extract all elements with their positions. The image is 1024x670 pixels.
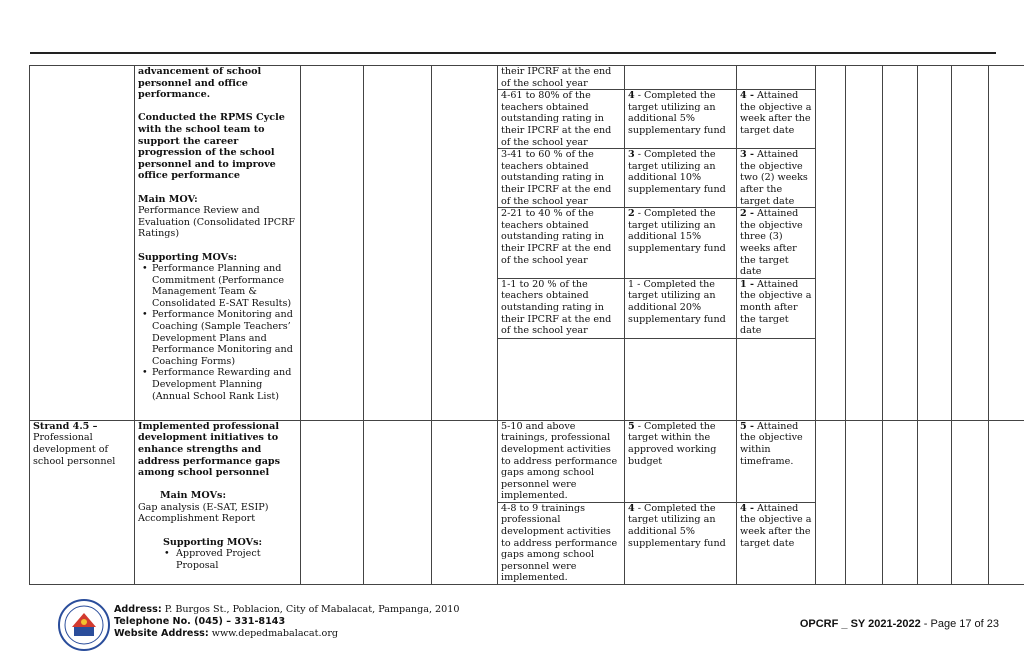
website-line: Website Address: www.depedmabalacat.org: [114, 628, 339, 639]
objective-conducted: Conducted the RPMS Cycle with the school team to support the career progression of the school personnel and to improve office performance: [138, 112, 285, 182]
empty-cell: [432, 420, 498, 584]
empty-cell: [918, 66, 952, 421]
footer-address-block: [114, 604, 459, 640]
efficiency-rating: 4 - Completed the target utilizing an additional 5% supplementary fund: [625, 502, 737, 584]
main-mov-title: Main MOV:: [138, 193, 198, 205]
table-row: [30, 420, 1024, 502]
strand-cell-empty: [30, 66, 135, 421]
empty-cell: [952, 66, 989, 421]
efficiency-rating: 5 - Completed the target within the approved working budget: [625, 420, 737, 502]
empty-cell: [737, 66, 816, 90]
quality-carry-over: their IPCRF at the end of the school year: [498, 66, 625, 90]
empty-cell: [989, 66, 1024, 421]
opcrf-table: [29, 65, 1024, 585]
timeliness-rating: 5 - Attained the objective within timeframe.: [737, 420, 816, 502]
telephone-line: Telephone No. (045) – 331-8143: [114, 616, 286, 627]
empty-cell: [952, 420, 989, 584]
timeliness-rating: 3 - Attained the objective two (2) weeks after the target date: [737, 149, 816, 208]
page-number: OPCRF _ SY 2021-2022 - Page 17 of 23: [799, 618, 999, 630]
timeliness-rating: 4 - Attained the objective a week after the target date: [737, 502, 816, 584]
empty-cell: [846, 66, 883, 421]
empty-cell: [301, 66, 364, 421]
quality-rating: 4-8 to 9 trainings professional development activities to address performance gaps among school personnel were implemented.: [498, 502, 625, 584]
supporting-movs-list: [138, 263, 297, 402]
empty-cell: [816, 420, 846, 584]
empty-cell: [918, 420, 952, 584]
efficiency-rating: 4 - Completed the target utilizing an additional 5% supplementary fund: [625, 90, 737, 149]
address-line: Address: P. Burgos St., Poblacion, City of Mabalacat, Pampanga, 2010: [114, 604, 460, 615]
objective-heading: advancement of school personnel and office performance.: [138, 66, 262, 101]
timeliness-rating: 1 - Attained the objective a month after the target date: [737, 278, 816, 338]
page-footer: [0, 596, 1024, 670]
empty-cell: [883, 66, 918, 421]
efficiency-rating: 3 - Completed the target utilizing an additional 10% supplementary fund: [625, 149, 737, 208]
empty-cell: [989, 420, 1024, 584]
objective-cell: [135, 420, 301, 584]
main-mov-title: Main MOVs:: [160, 490, 226, 502]
empty-cell: [846, 420, 883, 584]
objective-cell: [135, 66, 301, 421]
strand-title: Strand 4.5 –: [33, 420, 98, 432]
empty-cell: [364, 420, 432, 584]
list-item: • Performance Rewarding and Development Planning (Annual School Rank List): [152, 367, 297, 402]
empty-cell: [883, 420, 918, 584]
efficiency-rating: 1 - Completed the target utilizing an additional 20% supplementary fund: [625, 278, 737, 338]
quality-rating: 4-61 to 80% of the teachers obtained outstanding rating in their IPCRF at the end of the school year: [498, 90, 625, 149]
empty-cell: [625, 66, 737, 90]
deped-seal-icon: [58, 599, 110, 651]
empty-cell: [816, 66, 846, 421]
main-mov-text: Performance Review and Evaluation (Consolidated IPCRF Ratings): [138, 205, 295, 240]
main-mov-text: Gap analysis (E-SAT, ESIP) Accomplishment Report: [138, 501, 269, 525]
quality-rating: 3-41 to 60 % of the teachers obtained outstanding rating in their IPCRF at the end of the school year: [498, 149, 625, 208]
efficiency-rating: 2 - Completed the target utilizing an additional 15% supplementary fund: [625, 208, 737, 279]
quality-rating: 5-10 and above trainings, professional development activities to address performance gaps among school personnel were implemented.: [498, 420, 625, 502]
timeliness-rating: 4 - Attained the objective a week after the target date: [737, 90, 816, 149]
empty-cell: [301, 420, 364, 584]
supporting-movs-title: Supporting MOVs:: [138, 251, 238, 263]
list-item: • Approved Project Proposal: [176, 548, 297, 571]
supporting-movs-list: [138, 548, 297, 571]
header-rule: [30, 52, 996, 54]
timeliness-rating: 2 - Attained the objective three (3) weeks after the target date: [737, 208, 816, 279]
empty-cell: [432, 66, 498, 421]
list-item: • Performance Planning and Commitment (Performance Management Team & Consolidated E-SAT Results): [152, 263, 297, 309]
quality-rating: 2-21 to 40 % of the teachers obtained outstanding rating in their IPCRF at the end of the school year: [498, 208, 625, 279]
empty-cell: [498, 338, 625, 420]
supporting-movs-title: Supporting MOVs:: [163, 536, 263, 548]
strand-description: Professional development of school personnel: [33, 432, 116, 467]
objective-heading: Implemented professional development initiatives to enhance strengths and address performance gaps among school personnel: [138, 420, 281, 479]
strand-cell: [30, 420, 135, 584]
empty-cell: [364, 66, 432, 421]
quality-rating: 1-1 to 20 % of the teachers obtained outstanding rating in their IPCRF at the end of the school year: [498, 278, 625, 338]
empty-cell: [737, 338, 816, 420]
list-item: • Performance Monitoring and Coaching (Sample Teachers’ Development Plans and Performance Monitoring and Coaching Forms): [152, 309, 297, 367]
table-row: [30, 66, 1024, 90]
empty-cell: [625, 338, 737, 420]
